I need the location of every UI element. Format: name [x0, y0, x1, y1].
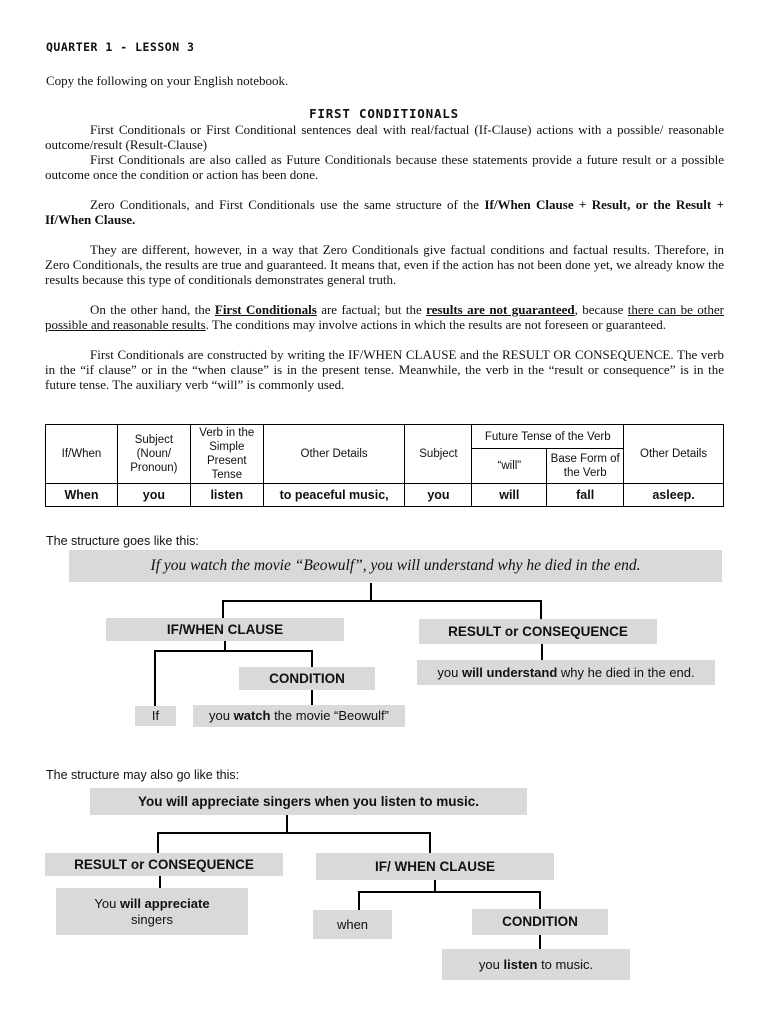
paragraph-6: First Conditionals are constructed by writing the IF/WHEN CLAUSE and the RESULT OR CONSEQUENCE. The verb in the “if clause” or in the “when clause” is in the present tense. Meanwhile, the verb in the “result or consequence” is in the future tense. The auxiliary verb “will” is commonly used. [45, 347, 724, 392]
connector [311, 650, 313, 667]
connector [539, 891, 541, 909]
table-cell: asleep. [624, 484, 724, 507]
result-text-box: you will understand why he died in the end. [417, 660, 715, 685]
if-word-box: If [135, 706, 176, 726]
connector [358, 891, 360, 911]
connector [222, 600, 224, 620]
table-cell: When [46, 484, 118, 507]
connector [311, 690, 313, 705]
connector [541, 644, 543, 660]
table-cell: will [472, 484, 547, 507]
if-when-clause-box-2: IF/ WHEN CLAUSE [316, 853, 554, 880]
connector [540, 600, 542, 620]
connector [358, 891, 541, 893]
table-cell: fall [547, 484, 624, 507]
connector [154, 650, 156, 706]
condition-text-box: you watch the movie “Beowulf” [193, 705, 405, 727]
th-other-details: Other Details [263, 425, 405, 484]
diagram2-sentence: You will appreciate singers when you listen to music. [90, 788, 527, 815]
structure-table [45, 424, 724, 507]
th-will: “will” [472, 449, 547, 484]
table-cell: to peaceful music, [263, 484, 405, 507]
connector [157, 832, 431, 834]
diagram2-caption: The structure may also go like this: [46, 768, 240, 782]
result-text-box-2: You will appreciate singers [56, 888, 248, 935]
page-title: FIRST CONDITIONALS [309, 106, 459, 121]
connector [286, 815, 288, 833]
connector [222, 600, 542, 602]
th-present-verb: Verb in the Simple Present Tense [190, 425, 263, 484]
th-other-details-2: Other Details [624, 425, 724, 484]
th-future-tense: Future Tense of the Verb [472, 425, 624, 449]
condition-text-box-2: you listen to music. [442, 949, 630, 980]
th-if-when: If/When [46, 425, 118, 484]
th-base-form: Base Form of the Verb [547, 449, 624, 484]
when-word-box: when [313, 910, 392, 939]
table-cell: listen [190, 484, 263, 507]
connector [154, 650, 313, 652]
condition-box-2: CONDITION [472, 909, 608, 935]
connector [429, 832, 431, 853]
condition-box: CONDITION [239, 667, 375, 690]
paragraph-1: First Conditionals or First Conditional sentences deal with real/factual (If-Clause) actions with a possible/ reasonable outcome/result (Result-Clause) [45, 122, 724, 152]
result-box: RESULT or CONSEQUENCE [419, 619, 657, 644]
connector [370, 583, 372, 601]
paragraph-2: First Conditionals are also called as Future Conditionals because these statements provide a future result or a possible outcome once the condition or action has been done. [45, 152, 724, 182]
instruction-text: Copy the following on your English notebook. [46, 73, 289, 88]
connector [539, 935, 541, 950]
lesson-header: QUARTER 1 - LESSON 3 [46, 40, 195, 54]
lesson-body [45, 122, 724, 392]
if-when-clause-box: IF/WHEN CLAUSE [106, 618, 344, 641]
connector [159, 876, 161, 888]
connector [157, 832, 159, 853]
th-subject-2: Subject [405, 425, 472, 484]
paragraph-4: They are different, however, in a way that Zero Conditionals give factual conditions and factual results. Therefore, in Zero Conditionals, the results are true and guaranteed. It means that, even if the action has not been done yet, we already know the results because this type of conditionals demonstrates general truth. [45, 242, 725, 287]
th-subject: Subject (Noun/ Pronoun) [117, 425, 190, 484]
table-cell: you [117, 484, 190, 507]
result-box-2: RESULT or CONSEQUENCE [45, 853, 283, 876]
diagram1-caption: The structure goes like this: [46, 534, 199, 548]
paragraph-5: On the other hand, the First Conditionals are factual; but the results are not guaranteed, because there can be other possible and reasonable results. The conditions may involve actions in which the results are not foreseen or guaranteed. [45, 302, 724, 332]
paragraph-3: Zero Conditionals, and First Conditionals use the same structure of the If/When Clause + Result, or the Result + If/When Clause. [45, 197, 724, 227]
table-cell: you [405, 484, 472, 507]
diagram1-sentence: If you watch the movie “Beowulf”, you will understand why he died in the end. [69, 550, 722, 582]
